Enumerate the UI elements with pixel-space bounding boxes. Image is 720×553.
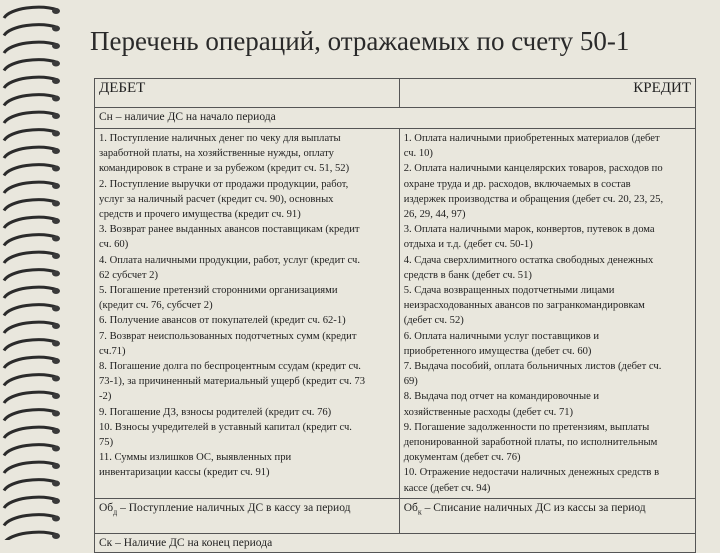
operation-line: 3. Возврат ранее выданных авансов поставщикам (кредит <box>99 224 360 236</box>
operation-line: 9. Погашение ДЗ, взносы родителей (кредит сч. 76) <box>99 406 332 418</box>
operation-line: 3. Оплата наличными марок, конвертов, путевок в дома <box>403 224 655 236</box>
operation-line: 62 субсчет 2) <box>99 269 158 281</box>
spiral-hole <box>52 253 60 259</box>
turnover-row <box>95 498 696 533</box>
credit-turnover-text: – Списание наличных ДС из кассы за период <box>421 501 646 514</box>
operation-line: отдыха и т.д. (дебет сч. 50-1) <box>403 239 533 251</box>
debit-header: ДЕБЕТ <box>95 79 400 108</box>
operation-line: заработной платы, на хозяйственные нужды, оплату <box>99 148 334 160</box>
page-title: Перечень операций, отражаемых по счету 50-1 <box>90 26 630 56</box>
spiral-ring <box>4 147 58 158</box>
spiral-ring <box>4 392 58 403</box>
spiral-hole <box>52 306 60 312</box>
spiral-ring <box>4 7 58 18</box>
spiral-ring <box>4 200 58 211</box>
spiral-ring <box>4 287 58 298</box>
operation-line: средств в банк (дебет сч. 51) <box>403 269 532 281</box>
operation-line: 10. Взносы учредителей в уставный капитал (кредит сч. <box>99 421 352 433</box>
spiral-ring <box>4 252 58 263</box>
operation-line: 11. Суммы излишков ОС, выявленных при <box>99 452 292 464</box>
spiral-ring <box>4 515 58 526</box>
closing-balance-row <box>95 533 696 552</box>
spiral-ring <box>4 42 58 53</box>
debit-turnover-sub: д <box>113 507 118 517</box>
spiral-ring <box>4 340 58 351</box>
debit-operations <box>95 129 400 499</box>
spiral-hole <box>52 8 60 14</box>
closing-balance: Ск – Наличие ДС на конец периода <box>95 533 696 552</box>
operation-line: 1. Оплата наличными приобретенных материалов (дебет <box>403 133 660 144</box>
spiral-ring <box>4 25 58 36</box>
operation-line: кассе (дебет сч. 94) <box>403 482 491 494</box>
spiral-hole <box>52 61 60 67</box>
operation-line: 1. Поступление наличных денег по чеку для выплаты <box>99 133 341 144</box>
spiral-ring <box>4 235 58 246</box>
spiral-hole <box>52 218 60 224</box>
credit-turnover <box>399 498 695 533</box>
operation-line: 73-1), за причиненный материальный ущерб (кредит сч. 73 <box>99 376 366 388</box>
operation-line: приобретенного имущества (дебет сч. 60) <box>403 345 592 357</box>
spiral-hole <box>52 481 60 487</box>
credit-header: КРЕДИТ <box>399 79 695 108</box>
operation-line: инвентаризации кассы (кредит сч. 91) <box>99 467 270 479</box>
spiral-ring <box>4 462 58 473</box>
operation-line: 9. Погашение задолженности по претензиям, выплаты <box>403 421 650 433</box>
spiral-ring <box>4 497 58 508</box>
operation-line: 10. Отражение недостачи наличных денежных средств в <box>403 467 660 479</box>
spiral-ring <box>4 77 58 88</box>
spiral-hole <box>52 26 60 32</box>
operation-line: 75) <box>99 437 114 449</box>
spiral-hole <box>52 288 60 294</box>
spiral-hole <box>52 113 60 119</box>
spiral-hole <box>52 183 60 189</box>
spiral-hole <box>52 43 60 49</box>
debit-turnover-prefix: Об <box>99 501 114 514</box>
operation-line: неизрасходованных авансов по загранкомандировкам <box>403 300 645 312</box>
spiral-hole <box>52 533 60 539</box>
spiral-hole <box>52 428 60 434</box>
operations-row <box>95 129 696 499</box>
spiral-ring <box>4 60 58 71</box>
credit-turnover-sub: к <box>417 507 422 517</box>
operation-line: 8. Выдача под отчет на командировочные и <box>403 391 600 403</box>
spiral-ring <box>4 322 58 333</box>
spiral-ring <box>4 182 58 193</box>
debit-turnover-text: – Поступление наличных ДС в кассу за период <box>117 501 351 514</box>
spiral-hole <box>52 96 60 102</box>
spiral-hole <box>52 516 60 522</box>
operation-line: издержек производства и обращения (дебет сч. 20, 23, 25, <box>403 193 664 205</box>
table-header-row <box>95 79 696 108</box>
operation-line: 4. Оплата наличными продукции, работ, услуг (кредит сч. <box>99 254 360 266</box>
spiral-hole <box>52 376 60 382</box>
credit-turnover-prefix: Об <box>403 501 418 514</box>
operation-line: (кредит сч. 76, субсчет 2) <box>99 300 213 312</box>
operation-line: сч.71) <box>99 345 126 357</box>
notebook-spiral <box>0 0 62 540</box>
opening-balance-row <box>95 108 696 129</box>
spiral-hole <box>52 498 60 504</box>
spiral-ring <box>4 427 58 438</box>
spiral-hole <box>52 271 60 277</box>
credit-operations <box>399 129 695 499</box>
operation-line: 7. Выдача пособий, оплата больничных листов (дебет сч. <box>403 361 662 373</box>
spiral-ring <box>4 480 58 491</box>
spiral-ring <box>4 532 58 540</box>
spiral-hole <box>52 166 60 172</box>
opening-balance: Сн – наличие ДС на начало периода <box>95 108 696 129</box>
spiral-ring <box>4 305 58 316</box>
spiral-ring <box>4 357 58 368</box>
debit-turnover <box>95 498 400 533</box>
spiral-hole <box>52 201 60 207</box>
spiral-ring <box>4 270 58 281</box>
spiral-ring <box>4 445 58 456</box>
operation-line: (дебет сч. 52) <box>403 315 464 327</box>
operation-line: 5. Сдача возвращенных подотчетными лицами <box>403 285 615 297</box>
spiral-ring <box>4 410 58 421</box>
spiral-hole <box>52 323 60 329</box>
spiral-hole <box>52 148 60 154</box>
operation-line: сч. 10) <box>403 148 433 160</box>
operation-line: 6. Получение авансов от покупателей (кредит сч. 62-1) <box>99 315 346 327</box>
operation-line: 2. Оплата наличными канцелярских товаров, расходов по <box>403 163 663 175</box>
spiral-ring <box>4 112 58 123</box>
operation-line: -2) <box>99 391 112 403</box>
spiral-hole <box>52 358 60 364</box>
operation-line: средств и прочего имущества (кредит сч. 91) <box>99 209 301 221</box>
spiral-ring <box>4 375 58 386</box>
spiral-hole <box>52 411 60 417</box>
operation-line: услуг за наличный расчет (кредит сч. 90), основных <box>99 193 334 205</box>
operation-line: 8. Погашение долга по беспроцентным ссудам (кредит сч. <box>99 361 361 373</box>
operation-line: сч. 60) <box>99 239 129 251</box>
spiral-hole <box>52 393 60 399</box>
operations-table <box>94 78 696 553</box>
operation-line: 6. Оплата наличными услуг поставщиков и <box>403 330 600 342</box>
spiral-ring <box>4 130 58 141</box>
spiral-hole <box>52 131 60 137</box>
operation-line: 7. Возврат неиспользованных подотчетных сумм (кредит <box>99 330 357 342</box>
operation-line: 5. Погашение претензий сторонними организациями <box>99 285 338 297</box>
operation-line: командировок в стране и за рубежом (кредит сч. 51, 52) <box>99 163 350 175</box>
operation-line: 4. Сдача сверхлимитного остатка свободных денежных <box>403 254 654 266</box>
operation-line: хозяйственные расходы (дебет сч. 71) <box>403 406 574 418</box>
operation-line: документам (дебет сч. 76) <box>403 452 521 464</box>
operation-line: 69) <box>403 376 418 388</box>
operation-line: депонированной заработной платы, по исполнительным <box>403 437 658 449</box>
operation-line: 2. Поступление выручки от продажи продукции, работ, <box>99 178 349 190</box>
spiral-hole <box>52 78 60 84</box>
spiral-hole <box>52 463 60 469</box>
operation-line: охране труда и др. расходов, включаемых в состав <box>403 178 631 190</box>
spiral-ring <box>4 95 58 106</box>
spiral-hole <box>52 236 60 242</box>
spiral-ring <box>4 165 58 176</box>
spiral-hole <box>52 446 60 452</box>
operation-line: 26, 29, 44, 97) <box>403 209 466 221</box>
spiral-hole <box>52 341 60 347</box>
spiral-ring <box>4 217 58 228</box>
